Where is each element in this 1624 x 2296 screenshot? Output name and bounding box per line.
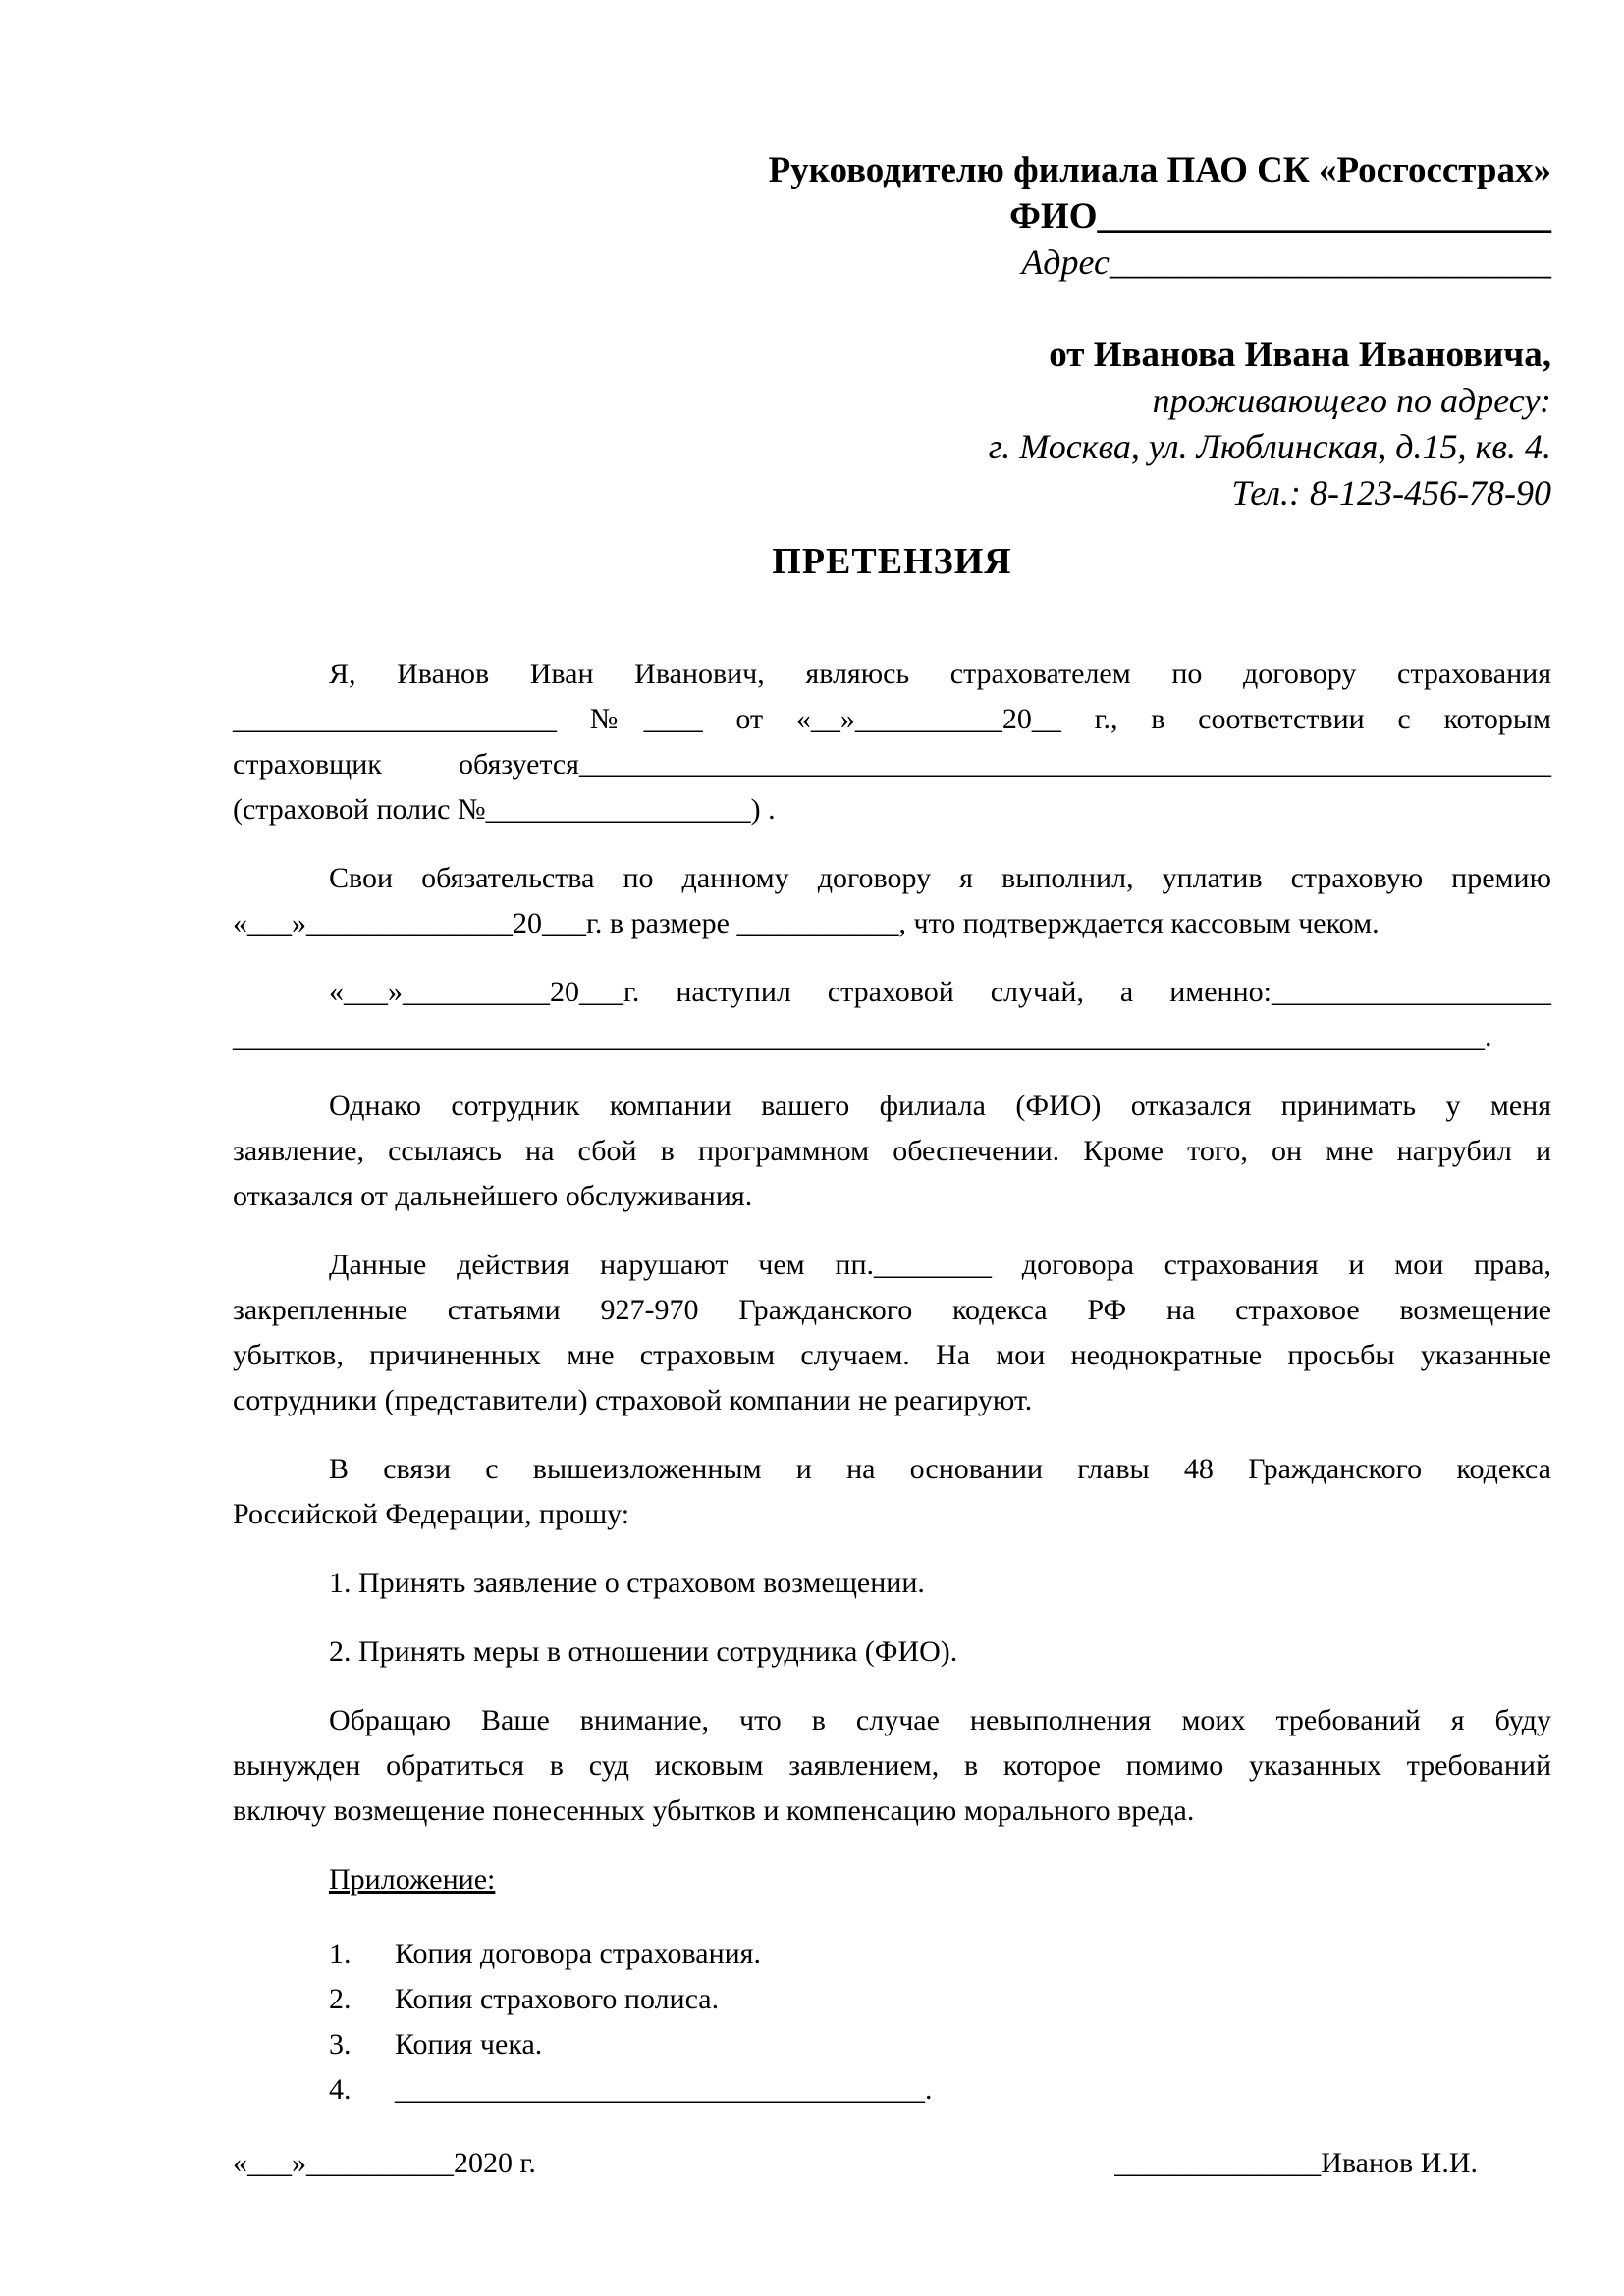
paragraph-refusal xyxy=(233,1084,1551,1219)
paragraph-insured-event xyxy=(233,970,1551,1060)
attachment-number: 2. xyxy=(329,1983,352,2015)
date-blank-line: «___»__________2020 г. xyxy=(233,2147,536,2179)
paragraph-demand-intro xyxy=(233,1447,1551,1537)
paragraph-premium-paid xyxy=(233,856,1551,946)
paragraph-line: (страховой полис №__________________) . xyxy=(233,793,776,826)
attachment-text: Копия страхового полиса. xyxy=(395,1983,720,2015)
paragraph-line: Обращаю Ваше внимание, что в случае невыполнения моих требований я буду xyxy=(329,1704,1551,1736)
sender-residence-line: проживающего по адресу: xyxy=(1152,381,1551,420)
attachment-number: 3. xyxy=(329,2028,352,2060)
paragraph-line: «___»______________20___г. в размере ___________, что подтверждается кассовым чеком. xyxy=(233,907,1380,939)
paragraph-violations xyxy=(233,1243,1551,1423)
paragraph-line: сотрудники (представители) страховой компании не реагируют. xyxy=(233,1384,1033,1416)
attachment-item xyxy=(233,2067,1551,2112)
paragraph-line: В связи с вышеизложенным и на основании главы 48 Гражданского кодекса xyxy=(329,1453,1551,1485)
sender-phone-line: Тел.: 8-123-456-78-90 xyxy=(1231,473,1551,512)
sender-from-line: от Иванова Ивана Ивановича, xyxy=(1049,335,1551,375)
letter-body xyxy=(233,652,1551,2186)
sender-address-line: г. Москва, ул. Люблинская, д.15, кв. 4. xyxy=(988,427,1551,466)
paragraph-line: вынужден обратиться в суд исковым заявлением, в которое помимо указанных требований xyxy=(233,1749,1551,1782)
paragraph-line: закрепленные статьями 927-970 Гражданского кодекса РФ на страховое возмещение xyxy=(233,1294,1551,1326)
request-item-2: 2. Принять меры в отношении сотрудника (ФИО). xyxy=(329,1635,958,1668)
paragraph-line: ______________________ №____ от «__»__________20__ г., в соответствии с которым xyxy=(233,703,1551,735)
attachment-text: Копия чека. xyxy=(395,2028,543,2060)
attachment-text: ____________________________________. xyxy=(395,2073,933,2106)
page-title: ПРЕТЕНЗИЯ xyxy=(772,541,1012,582)
paragraph-court-warning xyxy=(233,1698,1551,1834)
paragraph-contract xyxy=(233,652,1551,832)
date-signature-row xyxy=(233,2140,1551,2186)
paragraph-line: заявление, ссылаясь на сбой в программном обеспечении. Кроме того, он мне нагрубил и xyxy=(233,1135,1551,1167)
recipient-fio-blank-line: ФИО_________________________ xyxy=(1009,196,1551,237)
attachment-number: 1. xyxy=(329,1938,352,1970)
paragraph-line: страховщик обязуется__________________________________________________________________ xyxy=(233,748,1551,780)
attachment-item xyxy=(233,2022,1551,2067)
paragraph-line: убытков, причиненных мне страховым случаем. На мои неоднократные просьбы указанные xyxy=(233,1339,1551,1371)
paragraph-line: Я, Иванов Иван Иванович, являюсь страхователем по договору страхования xyxy=(329,658,1551,690)
blank-line xyxy=(233,286,1551,332)
paragraph-line: Однако сотрудник компании вашего филиала (ФИО) отказался принимать у меня xyxy=(329,1090,1551,1122)
paragraph-line: Свои обязательства по данному договору я выполнил, уплатив страховую премию xyxy=(329,862,1551,894)
paragraph-line: Российской Федерации, прошу: xyxy=(233,1498,630,1530)
attachment-number: 4. xyxy=(329,2073,352,2106)
attachments-heading xyxy=(233,1857,1551,1902)
attachment-item xyxy=(233,1977,1551,2022)
paragraph-line: «___»__________20___г. наступил страховой случай, а именно:___________________ xyxy=(329,976,1551,1008)
paragraph-line: Данные действия нарушают чем пп.________ договора страхования и мои права, xyxy=(329,1249,1551,1281)
paragraph-line: _____________________________________________________________________________________. xyxy=(233,1021,1492,1053)
recipient-title-line: Руководителю филиала ПАО СК «Росгосстрах» xyxy=(768,150,1551,190)
request-item-1: 1. Принять заявление о страховом возмещении. xyxy=(329,1567,925,1599)
signature-line: ______________Иванов И.И. xyxy=(1114,2147,1478,2179)
attachments-heading-text: Приложение: xyxy=(329,1863,496,1896)
recipient-address-blank-line: Адрес_________________________ xyxy=(1021,242,1551,282)
paragraph-line: включу возмещение понесенных убытков и компенсацию морального вреда. xyxy=(233,1794,1195,1827)
address-block xyxy=(233,147,1551,516)
paragraph-line: отказался от дальнейшего обслуживания. xyxy=(233,1180,753,1212)
attachment-text: Копия договора страхования. xyxy=(395,1938,761,1970)
attachment-item xyxy=(233,1932,1551,1977)
